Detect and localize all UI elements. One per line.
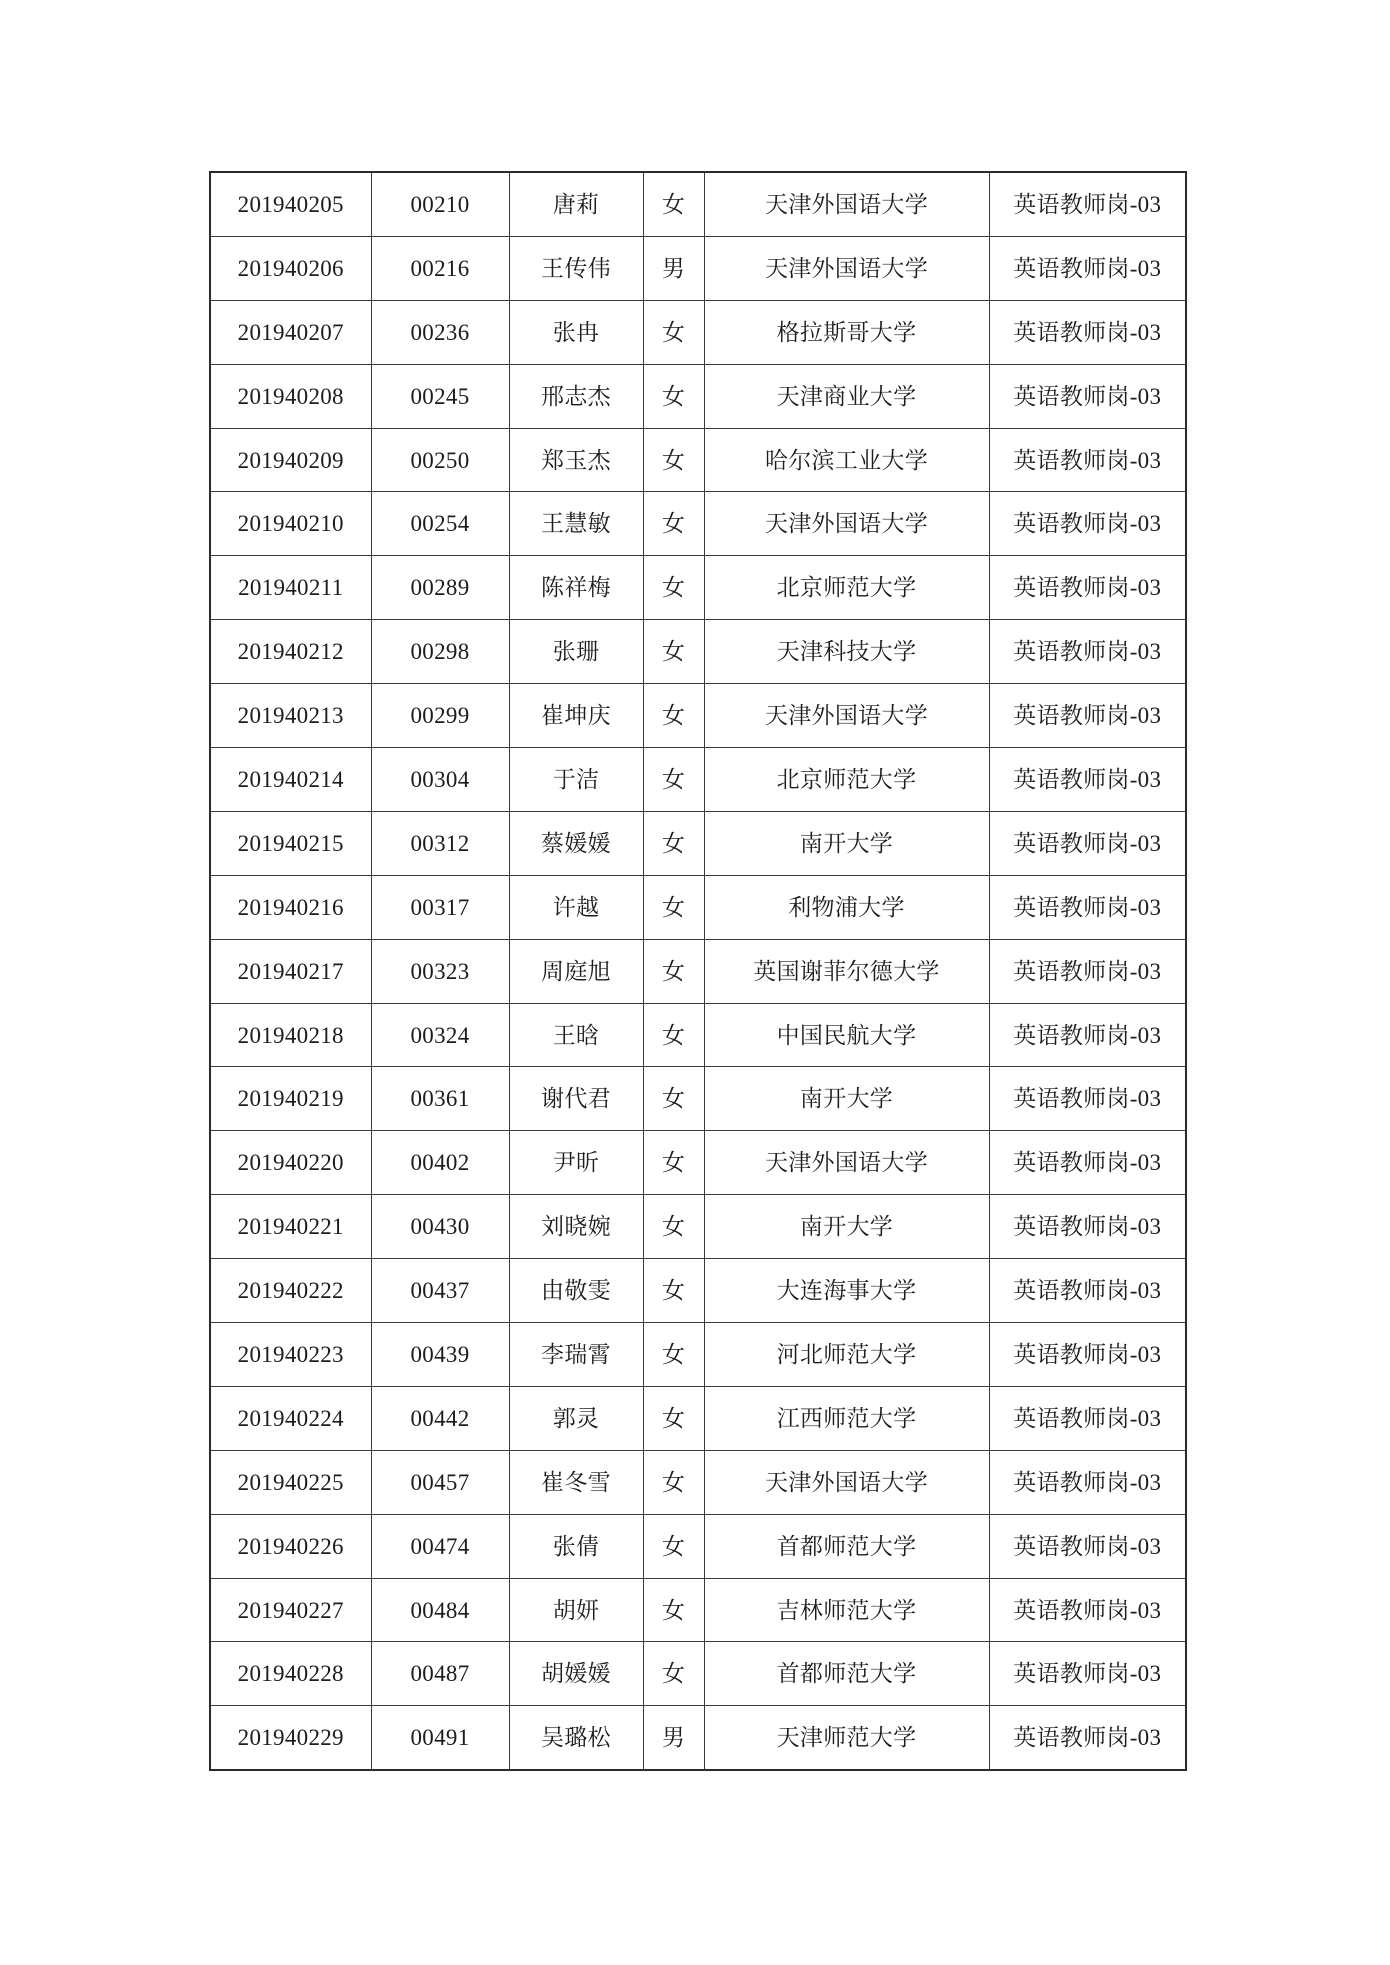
university-cell: 天津外国语大学 [704, 1131, 989, 1195]
gender-cell: 女 [643, 620, 704, 684]
gender-cell: 女 [643, 748, 704, 812]
university-cell: 英国谢菲尔德大学 [704, 939, 989, 1003]
table-row [210, 939, 1186, 1003]
position-cell: 英语教师岗-03 [989, 1706, 1186, 1770]
serial-number-cell: 00298 [371, 620, 509, 684]
position-cell: 英语教师岗-03 [989, 428, 1186, 492]
name-cell: 许越 [509, 875, 643, 939]
table-row [210, 492, 1186, 556]
university-cell: 格拉斯哥大学 [704, 300, 989, 364]
exam-number-cell: 201940207 [210, 300, 371, 364]
gender-cell: 女 [643, 1514, 704, 1578]
position-cell: 英语教师岗-03 [989, 748, 1186, 812]
serial-number-cell: 00236 [371, 300, 509, 364]
name-cell: 胡媛媛 [509, 1642, 643, 1706]
exam-number-cell: 201940209 [210, 428, 371, 492]
name-cell: 胡妍 [509, 1578, 643, 1642]
university-cell: 首都师范大学 [704, 1514, 989, 1578]
name-cell: 郭灵 [509, 1386, 643, 1450]
table-row [210, 1706, 1186, 1770]
university-cell: 吉林师范大学 [704, 1578, 989, 1642]
table-row [210, 1259, 1186, 1323]
university-cell: 南开大学 [704, 811, 989, 875]
exam-number-cell: 201940211 [210, 556, 371, 620]
university-cell: 天津外国语大学 [704, 684, 989, 748]
gender-cell: 女 [643, 492, 704, 556]
gender-cell: 女 [643, 875, 704, 939]
serial-number-cell: 00304 [371, 748, 509, 812]
university-cell: 天津外国语大学 [704, 172, 989, 236]
university-cell: 北京师范大学 [704, 556, 989, 620]
table-row [210, 684, 1186, 748]
gender-cell: 女 [643, 939, 704, 1003]
table-row [210, 620, 1186, 684]
position-cell: 英语教师岗-03 [989, 684, 1186, 748]
position-cell: 英语教师岗-03 [989, 364, 1186, 428]
exam-number-cell: 201940219 [210, 1067, 371, 1131]
name-cell: 王传伟 [509, 236, 643, 300]
name-cell: 郑玉杰 [509, 428, 643, 492]
position-cell: 英语教师岗-03 [989, 492, 1186, 556]
exam-number-cell: 201940218 [210, 1003, 371, 1067]
serial-number-cell: 00474 [371, 1514, 509, 1578]
position-cell: 英语教师岗-03 [989, 1067, 1186, 1131]
table-row [210, 1642, 1186, 1706]
table-row [210, 1003, 1186, 1067]
table-row [210, 364, 1186, 428]
name-cell: 王慧敏 [509, 492, 643, 556]
exam-number-cell: 201940222 [210, 1259, 371, 1323]
university-cell: 南开大学 [704, 1067, 989, 1131]
university-cell: 南开大学 [704, 1195, 989, 1259]
exam-number-cell: 201940229 [210, 1706, 371, 1770]
exam-number-cell: 201940223 [210, 1323, 371, 1387]
exam-number-cell: 201940225 [210, 1450, 371, 1514]
name-cell: 吴璐松 [509, 1706, 643, 1770]
exam-number-cell: 201940210 [210, 492, 371, 556]
gender-cell: 女 [643, 1067, 704, 1131]
serial-number-cell: 00312 [371, 811, 509, 875]
serial-number-cell: 00430 [371, 1195, 509, 1259]
serial-number-cell: 00402 [371, 1131, 509, 1195]
university-cell: 天津外国语大学 [704, 1450, 989, 1514]
serial-number-cell: 00289 [371, 556, 509, 620]
gender-cell: 女 [643, 1323, 704, 1387]
table-row [210, 1067, 1186, 1131]
roster-table-body [210, 172, 1186, 1770]
table-row [210, 1386, 1186, 1450]
university-cell: 天津外国语大学 [704, 236, 989, 300]
gender-cell: 女 [643, 1195, 704, 1259]
exam-number-cell: 201940217 [210, 939, 371, 1003]
position-cell: 英语教师岗-03 [989, 811, 1186, 875]
position-cell: 英语教师岗-03 [989, 172, 1186, 236]
position-cell: 英语教师岗-03 [989, 1003, 1186, 1067]
position-cell: 英语教师岗-03 [989, 1578, 1186, 1642]
position-cell: 英语教师岗-03 [989, 1131, 1186, 1195]
name-cell: 蔡媛媛 [509, 811, 643, 875]
position-cell: 英语教师岗-03 [989, 1642, 1186, 1706]
exam-number-cell: 201940216 [210, 875, 371, 939]
serial-number-cell: 00299 [371, 684, 509, 748]
name-cell: 尹昕 [509, 1131, 643, 1195]
serial-number-cell: 00216 [371, 236, 509, 300]
gender-cell: 女 [643, 172, 704, 236]
gender-cell: 女 [643, 1259, 704, 1323]
name-cell: 唐莉 [509, 172, 643, 236]
name-cell: 张倩 [509, 1514, 643, 1578]
serial-number-cell: 00210 [371, 172, 509, 236]
table-row [210, 875, 1186, 939]
serial-number-cell: 00491 [371, 1706, 509, 1770]
position-cell: 英语教师岗-03 [989, 236, 1186, 300]
name-cell: 谢代君 [509, 1067, 643, 1131]
name-cell: 刘晓婉 [509, 1195, 643, 1259]
exam-number-cell: 201940208 [210, 364, 371, 428]
position-cell: 英语教师岗-03 [989, 300, 1186, 364]
gender-cell: 男 [643, 1706, 704, 1770]
gender-cell: 女 [643, 1386, 704, 1450]
table-row [210, 1323, 1186, 1387]
gender-cell: 女 [643, 684, 704, 748]
serial-number-cell: 00250 [371, 428, 509, 492]
position-cell: 英语教师岗-03 [989, 1323, 1186, 1387]
exam-number-cell: 201940213 [210, 684, 371, 748]
name-cell: 于洁 [509, 748, 643, 812]
gender-cell: 女 [643, 1578, 704, 1642]
university-cell: 河北师范大学 [704, 1323, 989, 1387]
name-cell: 崔坤庆 [509, 684, 643, 748]
serial-number-cell: 00457 [371, 1450, 509, 1514]
serial-number-cell: 00317 [371, 875, 509, 939]
name-cell: 周庭旭 [509, 939, 643, 1003]
table-row [210, 1450, 1186, 1514]
gender-cell: 女 [643, 1450, 704, 1514]
exam-number-cell: 201940212 [210, 620, 371, 684]
name-cell: 李瑞霄 [509, 1323, 643, 1387]
name-cell: 邢志杰 [509, 364, 643, 428]
university-cell: 江西师范大学 [704, 1386, 989, 1450]
position-cell: 英语教师岗-03 [989, 556, 1186, 620]
serial-number-cell: 00245 [371, 364, 509, 428]
exam-number-cell: 201940206 [210, 236, 371, 300]
gender-cell: 女 [643, 811, 704, 875]
gender-cell: 女 [643, 300, 704, 364]
table-row [210, 748, 1186, 812]
university-cell: 北京师范大学 [704, 748, 989, 812]
gender-cell: 女 [643, 556, 704, 620]
name-cell: 王晗 [509, 1003, 643, 1067]
position-cell: 英语教师岗-03 [989, 875, 1186, 939]
position-cell: 英语教师岗-03 [989, 939, 1186, 1003]
gender-cell: 女 [643, 1642, 704, 1706]
gender-cell: 女 [643, 428, 704, 492]
university-cell: 天津师范大学 [704, 1706, 989, 1770]
university-cell: 大连海事大学 [704, 1259, 989, 1323]
name-cell: 张珊 [509, 620, 643, 684]
serial-number-cell: 00254 [371, 492, 509, 556]
gender-cell: 女 [643, 1003, 704, 1067]
position-cell: 英语教师岗-03 [989, 1259, 1186, 1323]
exam-number-cell: 201940205 [210, 172, 371, 236]
university-cell: 中国民航大学 [704, 1003, 989, 1067]
position-cell: 英语教师岗-03 [989, 1386, 1186, 1450]
university-cell: 首都师范大学 [704, 1642, 989, 1706]
table-row [210, 428, 1186, 492]
gender-cell: 女 [643, 364, 704, 428]
exam-number-cell: 201940214 [210, 748, 371, 812]
table-row [210, 1514, 1186, 1578]
serial-number-cell: 00484 [371, 1578, 509, 1642]
name-cell: 陈祥梅 [509, 556, 643, 620]
applicant-roster-table [209, 171, 1187, 1771]
serial-number-cell: 00487 [371, 1642, 509, 1706]
exam-number-cell: 201940220 [210, 1131, 371, 1195]
university-cell: 天津外国语大学 [704, 492, 989, 556]
exam-number-cell: 201940215 [210, 811, 371, 875]
gender-cell: 男 [643, 236, 704, 300]
position-cell: 英语教师岗-03 [989, 1195, 1186, 1259]
exam-number-cell: 201940224 [210, 1386, 371, 1450]
exam-number-cell: 201940221 [210, 1195, 371, 1259]
university-cell: 利物浦大学 [704, 875, 989, 939]
table-row [210, 1195, 1186, 1259]
table-row [210, 172, 1186, 236]
serial-number-cell: 00361 [371, 1067, 509, 1131]
table-row [210, 1131, 1186, 1195]
position-cell: 英语教师岗-03 [989, 620, 1186, 684]
university-cell: 天津商业大学 [704, 364, 989, 428]
gender-cell: 女 [643, 1131, 704, 1195]
serial-number-cell: 00442 [371, 1386, 509, 1450]
exam-number-cell: 201940227 [210, 1578, 371, 1642]
serial-number-cell: 00437 [371, 1259, 509, 1323]
exam-number-cell: 201940228 [210, 1642, 371, 1706]
serial-number-cell: 00324 [371, 1003, 509, 1067]
university-cell: 天津科技大学 [704, 620, 989, 684]
name-cell: 崔冬雪 [509, 1450, 643, 1514]
position-cell: 英语教师岗-03 [989, 1450, 1186, 1514]
university-cell: 哈尔滨工业大学 [704, 428, 989, 492]
name-cell: 由敬雯 [509, 1259, 643, 1323]
position-cell: 英语教师岗-03 [989, 1514, 1186, 1578]
name-cell: 张冉 [509, 300, 643, 364]
table-row [210, 811, 1186, 875]
table-row [210, 300, 1186, 364]
table-row [210, 236, 1186, 300]
serial-number-cell: 00439 [371, 1323, 509, 1387]
table-row [210, 556, 1186, 620]
serial-number-cell: 00323 [371, 939, 509, 1003]
table-row [210, 1578, 1186, 1642]
exam-number-cell: 201940226 [210, 1514, 371, 1578]
